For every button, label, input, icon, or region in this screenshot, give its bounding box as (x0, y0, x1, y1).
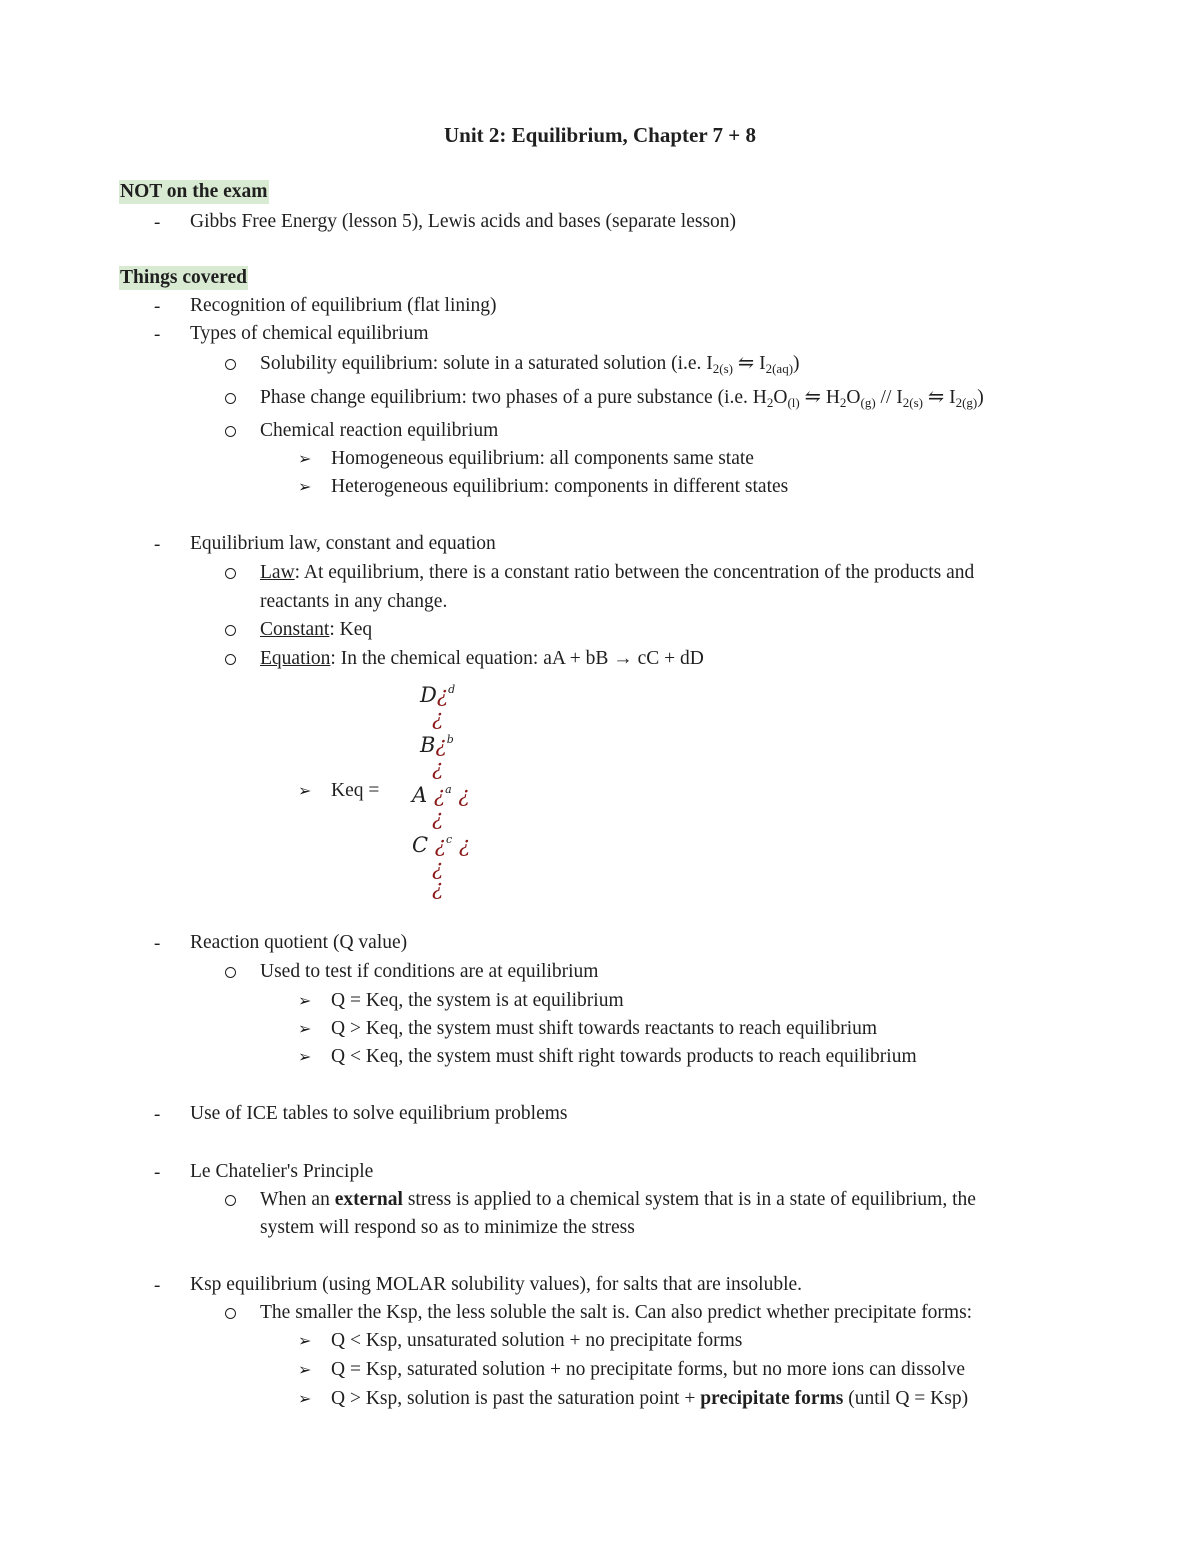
dash-marker: - (154, 1162, 161, 1183)
bullet-ksp-smaller: The smaller the Ksp, the less soluble the salt is. Can also predict whether precipitate forms: (260, 1302, 973, 1323)
things-covered-heading: Things covered (120, 267, 247, 288)
bullet-types: Types of chemical equilibrium (190, 323, 429, 344)
bullet-ksp: Ksp equilibrium (using MOLAR solubility values), for salts that are insoluble. (190, 1274, 803, 1295)
bullet-recognition: Recognition of equilibrium (flat lining) (190, 295, 497, 316)
bullet-q-eq: Q = Keq, the system is at equilibrium (331, 990, 624, 1011)
dash-marker: - (154, 1275, 161, 1296)
not-on-exam-item: Gibbs Free Energy (lesson 5), Lewis acids and bases (separate lesson) (190, 211, 737, 232)
arrow-bullet-icon: ➢ (298, 991, 312, 1010)
page-title: Unit 2: Equilibrium, Chapter 7 + 8 (443, 123, 757, 147)
bullet-equation: Equation: In the chemical equation: aA + bB → cC + dD (260, 648, 704, 669)
section-heading-things-covered (119, 266, 248, 290)
bullet-heterogeneous: Heterogeneous equilibrium: components in different states (331, 476, 789, 497)
arrow-bullet-icon: ➢ (298, 477, 312, 496)
circle-bullet-icon (225, 393, 236, 404)
bullet-q-gt: Q > Keq, the system must shift towards reactants to reach equilibrium (331, 1018, 878, 1039)
bullet-constant: Constant: Keq (260, 619, 373, 640)
section-heading-not-on-exam (119, 180, 269, 204)
formula-line-c: C ¿$^c$ ¿ (412, 833, 471, 857)
circle-bullet-icon (225, 359, 236, 370)
circle-bullet-icon (225, 1308, 236, 1319)
bullet-lc-statement: When an external stress is applied to a chemical system that is in a state of equilibrium, the (260, 1189, 976, 1210)
circle-bullet-icon (225, 568, 236, 579)
dash-marker: - (154, 933, 161, 954)
bullet-homogeneous: Homogeneous equilibrium: all components same state (331, 448, 754, 469)
not-on-exam-heading: NOT on the exam (120, 181, 268, 202)
formula-line-a: A ¿$^a$ ¿ (412, 783, 470, 807)
bullet-le-chatelier: Le Chatelier's Principle (190, 1161, 374, 1182)
arrow-bullet-icon: ➢ (298, 1331, 312, 1350)
bullet-reaction-quotient: Reaction quotient (Q value) (190, 932, 408, 953)
bullet-law: Law: At equilibrium, there is a constant ratio between the concentration of the products and (260, 562, 975, 583)
arrow-bullet-icon: ➢ (298, 1047, 312, 1066)
bullet-lc-continued: system will respond so as to minimize the stress (260, 1217, 635, 1238)
arrow-bullet-icon: ➢ (298, 449, 312, 468)
formula-line-inv: ¿ (432, 706, 444, 730)
formula-line-b: B¿$^b$ (420, 733, 454, 757)
bullet-eq-law-title: Equilibrium law, constant and equation (190, 533, 496, 554)
bullet-ksp-gt: Q > Ksp, solution is past the saturation point + precipitate forms (until Q = Ksp) (331, 1388, 969, 1409)
dash-marker: - (154, 1104, 161, 1125)
bullet-ksp-lt: Q < Ksp, unsaturated solution + no precipitate forms (331, 1330, 743, 1351)
dash-marker: - (154, 534, 161, 555)
formula-line-inv: ¿ (432, 856, 444, 880)
bullet-solubility: Solubility equilibrium: solute in a saturated solution (i.e. $I_{2(s)}$ ⇋ $I_{2(aq)}$) (260, 353, 800, 376)
dash-marker: - (154, 212, 161, 233)
bullet-phase: Phase change equilibrium: two phases of a pure substance (i.e. $H_2O_{(l)}$ ⇋ $H_2O_{(g)} // I_{2(s)}$ ⇋ $I_{2(g)}$) (260, 387, 984, 410)
bullet-law-continued: reactants in any change. (260, 591, 448, 612)
keq-label: Keq = (331, 780, 380, 801)
circle-bullet-icon (225, 1195, 236, 1206)
arrow-bullet-icon: ➢ (298, 1360, 312, 1379)
bullet-ice: Use of ICE tables to solve equilibrium problems (190, 1103, 568, 1124)
arrow-bullet-icon: ➢ (298, 1389, 312, 1408)
formula-line-inv: ¿ (432, 806, 444, 830)
bullet-ksp-eq: Q = Ksp, saturated solution + no precipitate forms, but no more ions can dissolve (331, 1359, 965, 1380)
formula-line-inv: ¿ (432, 876, 444, 900)
circle-bullet-icon (225, 625, 236, 636)
formula-line-inv: ¿ (432, 756, 444, 780)
circle-bullet-icon (225, 426, 236, 437)
formula-line-d: D¿$^d$ (420, 683, 456, 707)
circle-bullet-icon (225, 654, 236, 665)
dash-marker: - (154, 324, 161, 345)
dash-marker: - (154, 296, 161, 317)
bullet-q-used: Used to test if conditions are at equilibrium (260, 961, 599, 982)
bullet-q-lt: Q < Keq, the system must shift right towards products to reach equilibrium (331, 1046, 917, 1067)
arrow-bullet-icon: ➢ (298, 781, 312, 800)
arrow-bullet-icon: ➢ (298, 1019, 312, 1038)
bullet-chemical-reaction: Chemical reaction equilibrium (260, 420, 499, 441)
circle-bullet-icon (225, 967, 236, 978)
